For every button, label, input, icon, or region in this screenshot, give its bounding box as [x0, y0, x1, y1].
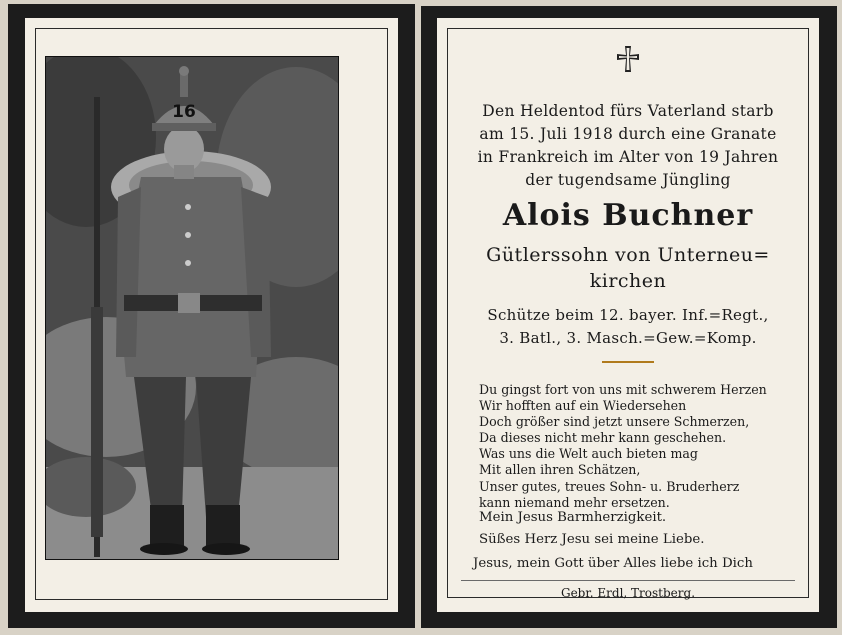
prayer-1: Mein Jesus Barmherzigkeit.: [479, 510, 667, 525]
poem-line: Was uns die Welt auch bieten mag: [479, 446, 698, 462]
poem-line: Mit allen ihren Schätzen,: [479, 462, 641, 478]
intro-line-1: Den Heldentod fürs Vaterland starb: [482, 102, 774, 120]
unit-line-2: 3. Batl., 3. Masch.=Gew.=Komp.: [499, 329, 757, 347]
intro-line-3: in Frankreich im Alter von 19 Jahren: [477, 148, 779, 166]
printer-imprint: Gebr. Erdl, Trostberg.: [560, 586, 696, 600]
poem: [479, 382, 767, 511]
card-paper: [437, 18, 819, 612]
prayer-3: Jesus, mein Gott über Alles liebe ich Dich: [473, 556, 753, 571]
origin-line-2: kirchen: [589, 270, 667, 292]
poem-line: Doch größer sind jetzt unsere Schmerzen,: [479, 414, 750, 430]
origin-line-1: Gütlerssohn von Unterneu=: [486, 244, 770, 266]
intro-line-4: der tugendsame Jüngling: [525, 171, 731, 189]
iron-cross-icon: [613, 44, 643, 74]
unit-line-1: Schütze beim 12. bayer. Inf.=Regt.,: [487, 306, 769, 324]
prayer-2: Süßes Herz Jesu sei meine Liebe.: [479, 532, 705, 547]
poem-line: Da dieses nicht mehr kann geschehen.: [479, 430, 727, 446]
poem-line: Du gingst fort von uns mit schwerem Herzen: [479, 382, 767, 397]
helmet-number: 16: [172, 102, 196, 122]
intro-line-2: am 15. Juli 1918 durch eine Granate: [479, 125, 777, 143]
poem-line: Unser gutes, treues Sohn- u. Bruderherz: [479, 478, 740, 494]
soldier-photo: [45, 56, 339, 560]
poem-line: kann niemand mehr ersetzen.: [479, 494, 670, 510]
ornament-divider: [602, 361, 654, 363]
poem-line: Wir hofften auf ein Wiedersehen: [479, 398, 687, 414]
photo-paper: [25, 18, 398, 612]
deceased-name: Alois Buchner: [502, 198, 754, 233]
bottom-rule: [461, 580, 795, 581]
memorial-card: [421, 6, 837, 628]
photo-panel: [8, 4, 415, 628]
